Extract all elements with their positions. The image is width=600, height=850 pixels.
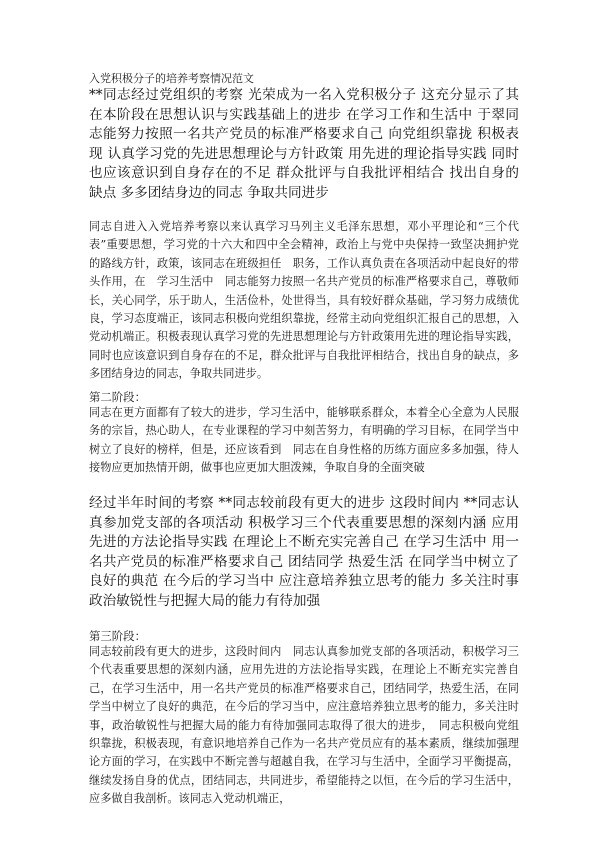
- stage2-paragraph: 同志在更方面都有了较大的进步，学习生活中，能够联系群众，本着全心全意为人民服务的宗旨，热心助人，在专业课程的学习中刻苦努力，有明确的学习目标，在同学当中树立了良好的榜样，但是，还应该看到 同志在自身性格的历练方面应多多加强，待人接物应更加热情开朗，做事也应更加大胆泼辣，争取自身的全面突破: [89, 406, 519, 475]
- half-year-paragraph: 经过半年时间的考察 **同志较前段有更大的进步 这段时间内 **同志认真参加党支部的各项活动 积极学习三个代表重要思想的深刻内涵 应用先进的方法论指导实践 在理论上不断充实完善自己 在学习生活中 用一名共产党员的标准严格要求自己 团结同学 热爱生活 在同学当中树立了良好的典范 在今后的学习当中 应注意培养独立思考的能力 多关注时事 政治敏锐性与把握大局的能力有待加强: [89, 495, 519, 609]
- stage1-paragraph: 同志自进入入党培养考察以来认真学习马列主义毛泽东思想，邓小平理论和“三个代表”重要思想，学习党的十六大和四中全会精神，政治上与党中央保持一致坚决拥护党的路线方针，政策，该同志在班级担任 职务，工作认真负责在各项活动中起良好的带头作用，在 学习生活中 同志能努力按照一名共产党员的标准严格要求自己，尊敬师长，关心同学，乐于助人，生活俭朴，处世得当，具有较好群众基础，学习努力成绩优良，学习态度端正，该同志积极向党组织靠拢，经常主动向党组织汇报自己的思想，入党动机端正。积极表现认真学习党的先进思想理论与方针政策用先进的理论指导实践，同时也应该意识到自身存在的不足，群众批评与自我批评相结合，找出自身的缺点，多多团结身边的同志，争取共同进步。: [89, 220, 519, 381]
- stage3-paragraph: 同志较前段有更大的进步，这段时间内 同志认真参加党支部的各项活动，积极学习三个代表重要思想的深刻内涵，应用先进的方法论指导实践，在理论上不断充实完善自己，在学习生活中，用一名共产党员的标准严格要求自己，团结同学，热爱生活，在同学当中树立了良好的典范，在今后的学习当中，应注意培养独立思考的能力，多关注时事，政治敏锐性与把握大局的能力有待加强同志取得了很大的进步， 同志积极向党组织靠拢，积极表现，有意识地培养自己作为一名共产党员应有的基本素质，继续加强理论方面的学习，在实践中不断完善与超越自我，在学习与生活中，全面学习平衡提高，继续发扬自身的优点，团结同志，共同进步，希望能持之以恒，在今后的学习生活中，应多做自我剖析。该同志入党动机端正，: [89, 645, 519, 806]
- document-title: 入党积极分子的培养考察情况范文: [89, 72, 254, 85]
- stage2-heading: 第二阶段：: [89, 390, 146, 404]
- intro-paragraph: **同志经过党组织的考察 光荣成为一名入党积极分子 这充分显示了其在本阶段在思想认识与实践基础上的进步 在学习工作和生活中 于翠同志能努力按照一名共产党员的标准严格要求自己 向党组织靠拢 积极表现 认真学习党的先进思想理论与方针政策 用先进的理论指导实践 同时 也应该意识到自身存在的不足 群众批评与自我批评相结合 找出自身的缺点 多多团结身边的同志 争取共同进步: [89, 87, 519, 201]
- stage3-heading: 第三阶段：: [89, 629, 146, 643]
